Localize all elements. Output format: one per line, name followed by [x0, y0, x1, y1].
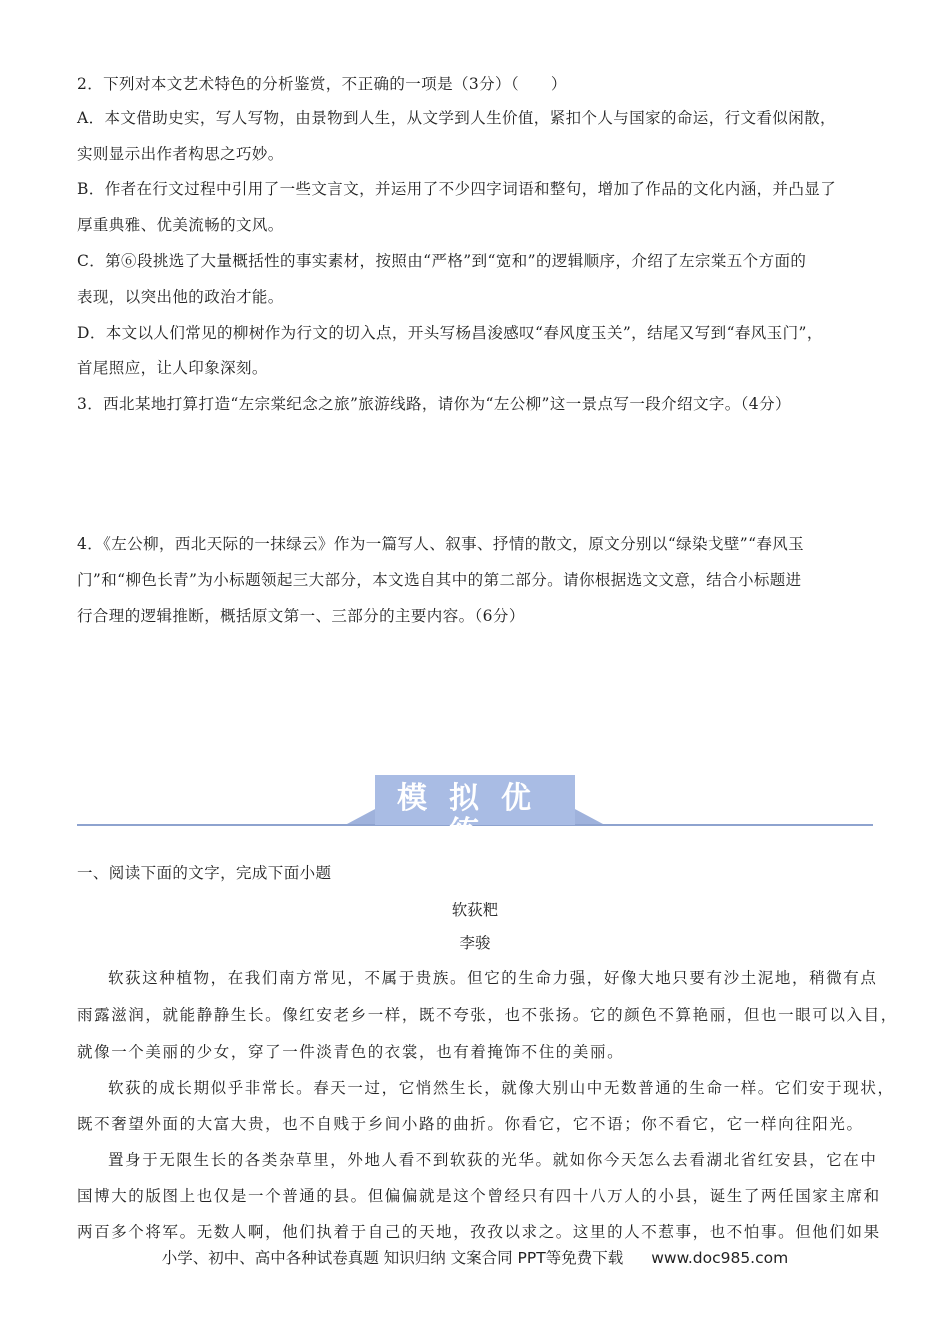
banner-title: 模拟优练	[397, 781, 553, 850]
paragraph-1-line1: 软荻这种植物，在我们南方常见，不属于贵族。但它的生命力强，好像大地只要有沙土泥地，稍微有点	[108, 969, 878, 987]
question-4-line2: 门”和“柳色长青”为小标题领起三大部分，本文选自其中的第二部分。请你根据选文文意，结合小标题进	[77, 571, 802, 589]
paragraph-1-line3: 就像一个美丽的少女，穿了一件淡青色的衣裳，也有着掩饰不住的美丽。	[77, 1043, 625, 1061]
question-3-stem: 3．西北某地打算打造“左宗棠纪念之旅”旅游线路，请你为“左公柳”这一景点写一段介绍文字。（4分）	[77, 395, 791, 413]
question-2-option-d-line1: D．本文以人们常见的柳树作为行文的切入点，开头写杨昌浚感叹“春风度玉关”，结尾又写到“春风玉门”，	[77, 324, 823, 342]
banner-left-wing	[347, 808, 377, 824]
question-2-option-b-line2: 厚重典雅、优美流畅的文风。	[77, 216, 284, 234]
question-2-option-a-line1: A．本文借助史实，写人写物，由景物到人生，从文学到人生价值，紧扣个人与国家的命运，行文看似闲散，	[77, 109, 836, 127]
paragraph-3-line2: 国博大的版图上也仅是一个普通的县。但偏偏就是这个曾经只有四十八万人的小县，诞生了两任国家主席和	[77, 1187, 881, 1205]
page-footer	[0, 1248, 950, 1268]
section-banner	[77, 770, 873, 850]
paragraph-2-line1: 软荻的成长期似乎非常长。春天一过，它悄然生长，就像大别山中无数普通的生命一样。它们安于现状，	[108, 1079, 895, 1097]
paragraph-1-line2: 雨露滋润，就能静静生长。像红安老乡一样，既不夸张，也不张扬。它的颜色不算艳丽，但也一眼可以入目，	[77, 1006, 898, 1024]
question-2-option-c-line1: C．第⑥段挑选了大量概括性的事实素材，按照由“严格”到“宽和”的逻辑顺序，介绍了左宗棠五个方面的	[77, 252, 807, 270]
question-2-option-a-line2: 实则显示出作者构思之巧妙。	[77, 145, 284, 163]
question-4-line1: 4．《左公柳，西北天际的一抹绿云》作为一篇写人、叙事、抒情的散文，原文分别以“绿染戈壁”“春风玉	[77, 535, 805, 553]
question-4-line3: 行合理的逻辑推断，概括原文第一、三部分的主要内容。（6分）	[77, 607, 525, 625]
footer-text: 小学、初中、高中各种试卷真题 知识归纳 文案合同 PPT等免费下载	[161, 1249, 624, 1267]
banner-right-wing	[573, 808, 603, 824]
question-2-option-d-line2: 首尾照应，让人印象深刻。	[77, 359, 268, 377]
paragraph-3-line1: 置身于无限生长的各类杂草里，外地人看不到软荻的光华。就如你今天怎么去看湖北省红安县，它在中	[108, 1151, 878, 1169]
paragraph-2-line2: 既不奢望外面的大富大贵，也不自贱于乡间小路的曲折。你看它，它不语；你不看它，它一样向往阳光。	[77, 1115, 864, 1133]
question-2-stem: 2．下列对本文艺术特色的分析鉴赏，不正确的一项是（3分）（ ）	[77, 75, 567, 93]
question-2-option-b-line1: B．作者在行文过程中引用了一些文言文，并运用了不少四字词语和整句，增加了作品的文化内涵，并凸显了	[77, 180, 837, 198]
footer-url[interactable]: www.doc985.com	[651, 1249, 789, 1267]
article-title: 软荻粑	[451, 901, 499, 919]
section-heading: 一、阅读下面的文字，完成下面小题	[77, 864, 332, 882]
paragraph-3-line3: 两百多个将军。无数人啊，他们执着于自己的天地，孜孜以求之。这里的人不惹事，也不怕事。但他们如果	[77, 1223, 881, 1241]
article-author: 李骏	[459, 934, 491, 952]
question-2-option-c-line2: 表现，以突出他的政治才能。	[77, 288, 284, 306]
